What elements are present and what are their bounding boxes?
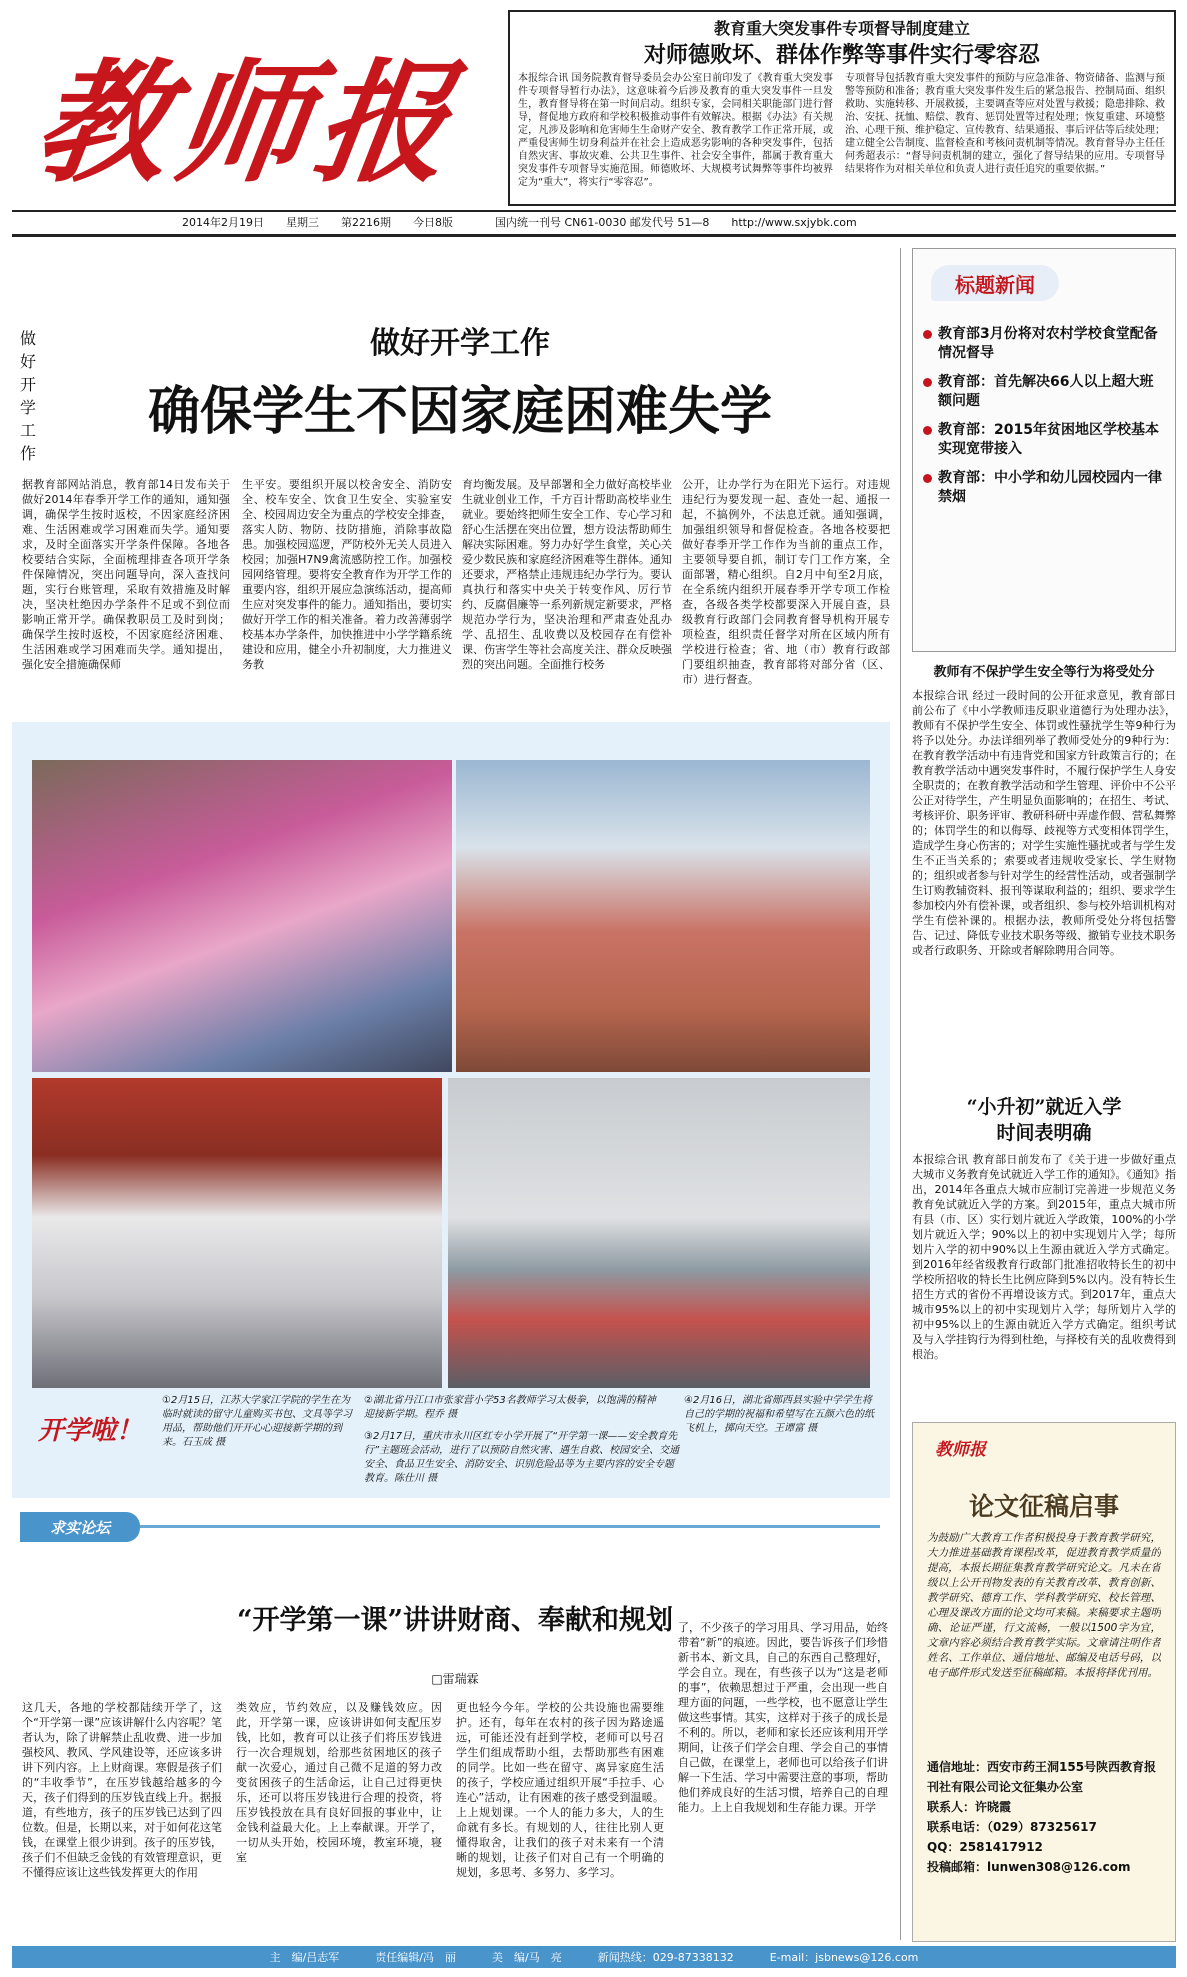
essay-ad-qq: QQ：2581417912 (927, 1840, 1043, 1854)
photo-stamp (22, 1398, 158, 1458)
top-story-col1: 本报综合讯 国务院教育督导委员会办公室日前印发了《教育重大突发事件专项督导暂行办法》，这意味着今后涉及教育的重大突发事件一旦发生，教育督导将在第一时间启动。组织专家，会同相关职能部门进行督导，督促地方政府和学校积极推动事件有效解决。根据《办法》有关规定，凡涉及影响和危害师生生命财产安全、教育教学工作正常开展，或严重侵害师生切身利益并在社会上造成恶劣影响的各种突发事件，包括自然灾害、事故灾难、公共卫生事件、社会安全事件，都属于教育重大突发事件专项督导实施范围。师德败坏、大规模考试舞弊等事件均被界定为“重大”，将实行“零容忍”。 (518, 73, 833, 188)
forum-col4: 了，不少孩子的学习用具、学习用品，始终带着“新”的痕迹。因此，要告诉孩子们珍惜新书本、新文具，自己的东西自己整理好，学会自立。现在，有些孩子以为“这是老师的事”，依赖思想过于严重，会出现一些自理方面的问题，一些学校，也不愿意让学生做这些事情。其实，这样对于孩子的成长是不利的。所以，老师和家长还应该利用开学期间，让孩子们学会自理、学会自己的事情自己做，在课堂上，老师也可以给孩子们讲解一下生活、学习中需要注意的事项，帮助他们养成良好的生活习惯，培养自己的自理能力。上上自我规划和生存能力课。开学 (678, 1621, 888, 1814)
issue-number: 第2216期 (341, 216, 391, 229)
photo-caption-2: ②湖北省丹江口市张家营小学53名教师学习太极拳，以饱满的精神迎接新学期。程乔 摄 (364, 1395, 656, 1420)
column-divider (900, 248, 901, 1940)
issue-cn: 国内统一刊号 CN61-0030 邮发代号 51—8 (495, 216, 710, 229)
headline-item[interactable] (923, 373, 1167, 411)
footer-bar (12, 1946, 1176, 1968)
photo-3 (32, 1078, 442, 1388)
footer-hotline: 新闻热线：029-87338132 (597, 1951, 734, 1964)
issue-weekday: 星期三 (286, 216, 319, 229)
footer-email[interactable]: E-mail：jsbnews@126.com (769, 1951, 919, 1964)
headline-list (923, 325, 1167, 517)
headline-text: 教育部：中小学和幼儿园校园内一律禁烟 (938, 470, 1162, 505)
lead-col1: 据教育部网站消息，教育部14日发布关于做好2014年春季开学工作的通知，通知强调，确保学生按时返校，不因家庭经济困难、生活困难或学习困难而失学。通知要求，及时全面落实开学条件保障。各地各校要结合实际，全面梳理排查各项开学条件保障情况，突出问题导向，深入查找问题，实行台账管理，采取有效措施及时解决，坚决杜绝因办学条件不足或不到位而影响正常开学。确保教职员工及时到岗；确保学生按时返校，不因家庭经济困难、生活困难或学习困难而失学。通知提出，强化安全措施确保师 (22, 478, 230, 671)
essay-ad-phone: 联系电话：（029）87325617 (927, 1820, 1097, 1834)
teacher-safety-body: 本报综合讯 经过一段时间的公开征求意见，教育部日前公布了《中小学教师违反职业道德行为处理办法》，教师有不保护学生安全、体罚或性骚扰学生等9种行为将予以处分。办法详细列举了教师受处分的9种行为：在教育教学活动中有违背党和国家方针政策言行的；在教育教学活动中遇突发事件时，不履行保护学生人身安全职责的；在教育教学活动和学生管理、评价中不公平公正对待学生，产生明显负面影响的；在招生、考试、考核评价、职务评审、教研科研中弄虚作假、营私舞弊的；体罚学生的和以侮辱、歧视等方式变相体罚学生，造成学生身心伤害的；对学生实施性骚扰或者与学生发生不正当关系的；索要或者违规收受家长、学生财物的；组织或者参与针对学生的经营性活动，或者强制学生订购教辅资料、报刊等谋取利益的；组织、要求学生参加校内外有偿补课，或者组织、参与校外培训机构对学生有偿补课的。根据办法，教师所受处分将包括警告、记过、降低专业技术职务等级、撤销专业技术职务或者行政职务、开除或者解除聘用合同等。 (912, 689, 1176, 957)
photo-2 (456, 760, 870, 1072)
photo-caption-3: ③2月17日，重庆市永川区红专小学开展了“开学第一课——安全教育先行”主题班会活动，进行了以预防自然灾害、遇生自救、校园安全、交通安全、食品卫生安全、消防安全、识别危险品等为主要内容的安全专题教育。陈仕川 摄 (364, 1431, 680, 1484)
top-story-kicker: 教育重大突发事件专项督导制度建立 (713, 19, 970, 38)
headline-item[interactable] (923, 421, 1167, 459)
forum-col2: 类效应，节约效应，以及赚钱效应。因此，开学第一课，应该讲讲如何支配压岁钱，比如，教育可以让孩子们将压岁钱进行一次合理规划，给那些贫困地区的孩子献一次爱心，通过自己微不足道的努力改变贫困孩子的生活命运，让自己过得更快乐，还可以将压岁钱进行合理的投资，将压岁钱投放在具有良好回报的事业中，让金钱利益最大化。上上奉献课。开学了，一切从头开始，校园环境，教室环境，寝室 (236, 1701, 442, 1864)
footer-responsible-editor: 责任编辑/冯 丽 (375, 1951, 457, 1964)
headline-item[interactable] (923, 469, 1167, 507)
forum-author: □雷瑞霖 (431, 1672, 479, 1686)
website-link[interactable]: http://www.sxjybk.com (731, 216, 857, 229)
essay-ad-title: 论文征稿启事 (968, 1492, 1119, 1521)
lead-kicker-text: 做好开学工作 (370, 326, 550, 361)
photo-caption-4: ④2月16日，湖北省郧西县实验中学学生将自己的学期的祝福和希望写在五颜六色的纸飞机上，掷向天空。王谭富 摄 (684, 1395, 874, 1434)
top-story (508, 10, 1176, 206)
photo-1 (32, 760, 452, 1072)
xsc-body: 本报综合讯 教育部日前发布了《关于进一步做好重点大城市义务教育免试就近入学工作的通知》。《通知》指出，2014年各重点大城市应制订完善进一步规范义务教育免试就近入学的方案。到2015年，重点大城市所有县（市、区）实行划片就近入学政策，100%的小学划片就近入学；90%以上的初中实现划片入学；每所划片入学的初中90%以上生源由就近入学方式确定。到2016年经省级教育行政部门批准招收特长生的初中学校所招收的特长生比例应降到5%以内。没有特长生招生方式的省份不再增设该方式。到2017年，重点大城市95%以上的初中实现划片入学；每所划片入学的初中95%以上的生源由就近入学方式确定。组织考试及与入学挂钩行为得到杜绝，与择校有关的乱收费得到根治。 (912, 1153, 1176, 1361)
forum-tag-text: 求实论坛 (49, 1518, 110, 1537)
top-story-col2: 专项督导包括教育重大突发事件的预防与应急准备、物资储备、监测与预警等预防和准备；教育重大突发事件发生后的紧急报告、控制局面、组织救助、实施转移、开展救援，主要调查等应对处置与救援；隐患排除、救治、安抚、抚恤、赔偿、教育、惩罚处置等过程处理；恢复重建、环境整治、心理干预、维护稳定、宣传教育、结果通报、事后评估等后续处理；建立健全公告制度、监督检查和考核问责机制等情况。教育督导办主任任何秀超表示：“督导问责机制的建立，强化了督导结果的应用。专项督导结果将作为对相关单位和负责人进行责任追究的重要依据。” (845, 73, 1165, 175)
xsc-title-line1: “小升初”就近入学 (966, 1096, 1122, 1118)
masthead-logo (18, 22, 478, 202)
photo-caption-1: ①2月15日，江苏大学家江学院的学生在为临时就读的留守儿童购买书包、文具等学习用品，帮助他们开开心心迎接新学期的到来。石玉成 摄 (162, 1395, 352, 1448)
headline-text: 教育部3月份将对农村学校食堂配备情况督导 (938, 326, 1158, 361)
top-story-title: 对师德败坏、群体作弊等事件实行零容忍 (643, 43, 1040, 68)
forum-col3: 更也轻今今年。学校的公共设施也需要维护。还有，每年在农村的孩子因为路途遥远，可能还没有赶到学校，老师可以号召学生们组成帮助小组，去帮助那些有困难的同学。比如一些在留守、离异家庭生活的孩子，学校应通过组织开展“手拉手、心连心”活动，让有困难的孩子感受到温暖。上上规划课。一个人的能力多大，人的生命就有多长。有规划的人，往往比别人更懂得取舍，让我们的孩子对未来有一个清晰的规划，让孩子们对自己有一个明确的规划，多思考、多努力、多学习。 (456, 1701, 664, 1879)
essay-ad-address: 通信地址：西安市药王洞155号陕西教育报刊社有限公司论文征集办公室 (927, 1760, 1157, 1794)
footer-editor: 主 编/吕志军 (269, 1951, 340, 1964)
essay-ad-contact (927, 1757, 1165, 1877)
essay-ad-body: 为鼓励广大教育工作者积极投身于教育教学研究，大力推进基础教育课程改革，促进教育教学质量的提高，本报长期征集教育教学研究论文。凡未在省级以上公开刊物发表的有关教育改革、教育创新、教学研究、德育工作、学科教学研究、校长管理、心理及课改方面的论文均可来稿。来稿要求主题明确、论证严谨，行文流畅，一般以1500字为宜，文章内容必须结合教育教学实际。文章请注明作者姓名、工作单位、通信地址、邮编及电话号码，以电子邮件形式发送至征稿邮箱。本报将择优刊用。 (927, 1532, 1161, 1679)
bullet-icon (923, 474, 932, 483)
bullet-icon (923, 426, 932, 435)
essay-ad (912, 1422, 1176, 1942)
masthead-info (182, 214, 1172, 232)
lead-title-text: 确保学生不因家庭困难失学 (147, 381, 772, 442)
bullet-icon (923, 330, 932, 339)
bullet-icon (923, 378, 932, 387)
forum-col1: 这几天，各地的学校都陆续开学了，这个“开学第一课”应该讲解什么内容呢？笔者认为，除了讲解禁止乱收费、进一步加强校风、教风、学风建设等，还应该多讲讲下列内容。上上财商课。寒假是孩子们的“丰收季节”，在压岁钱越给越多的今天，孩子们得到的压岁钱直线上升。据报道，有些地方，孩子的压岁钱已达到了四位数。但是，长期以来，对于如何花这笔钱，在课堂上很少讲到。孩子的压岁钱，孩子们不但缺乏金钱的有效管理意识，更不懂得应该让这些钱发挥更大的作用 (22, 1701, 222, 1879)
lead-col3: 育均衡发展。及早部署和全力做好高校毕业生就业创业工作，千方百计帮助高校毕业生就业。要始终把师生安全工作、专心学习和舒心生活摆在突出位置，想方设法帮助师生解决实际困难。努力办好学生食堂，关心关爱少数民族和家庭经济困难等生群体。通知还要求，严格禁止违规违纪办学行为。要认真执行和落实中央关于转变作风、厉行节约、反腐倡廉等一系列新规定新要求，严格规范办学行为，坚决治理和严肃查处乱办学、乱招生、乱收费以及校园存在有偿补课、伤害学生等社会高度关注、群众反映强烈的突出问题。全面推行校务 (462, 478, 672, 671)
forum-tag-rule (140, 1525, 880, 1528)
xsc-title (912, 1094, 1176, 1146)
masthead-rule (12, 210, 1176, 212)
lead-kicker-display (20, 326, 900, 362)
headline-text: 教育部：2015年贫困地区学校基本实现宽带接入 (938, 422, 1159, 457)
masthead-rule-bottom (12, 234, 1176, 237)
lead-col4: 公开，让办学行为在阳光下运行。对违规违纪行为要发现一起、查处一起、通报一起，不搞例外，不法息迁就。通知强调，加强组织领导和督促检查。各地各校要把做好春季开学工作作为当前的重点工作，主要领导要自抓，制订专门工作方案，全面部署，精心组织。自2月中旬至2月底，在全系统内组织开展春季开学专项工作检查，各级各类学校都要深入开展自查，县级教育行政部门会同教育督导机构开展专项检查，组织责任督学对所在区域内所有学校进行检查；省、地（市）教育行政部门要组织抽查，教育部将对部分省（区、市）进行督查。 (682, 478, 890, 686)
forum-title-text: “开学第一课”讲讲财商、奉献和规划 (236, 1605, 674, 1636)
essay-ad-logo: 教师报 (935, 1440, 986, 1460)
issue-pages: 今日8版 (413, 216, 453, 229)
essay-ad-email[interactable]: 投稿邮箱：lunwen308@126.com (927, 1860, 1131, 1874)
teacher-safety-title: 教师有不保护学生安全等行为将受处分 (933, 665, 1155, 680)
issue-date: 2014年2月19日 (182, 216, 264, 229)
headline-text: 教育部：首先解决66人以上超大班额问题 (938, 374, 1154, 409)
footer-art-editor: 美 编/马 亮 (492, 1951, 562, 1964)
photo-stamp-text: 开学啦！ (37, 1415, 142, 1446)
forum-tag (20, 1512, 140, 1542)
sidebar-title-badge (931, 265, 1059, 301)
lead-title (20, 382, 900, 442)
essay-ad-contact-person: 联系人：许晓霞 (927, 1800, 1012, 1814)
lead-col2: 生平安。要组织开展以校舍安全、消防安全、校车安全、饮食卫生安全、实验室安全、校园周边安全为重点的学校安全排查，落实人防、物防、技防措施，消除事故隐患。加强校园巡逻，严防校外无关人员进入校园；加强H7N9禽流感防控工作。加强校园网络管理。要将安全教育作为开学工作的重要内容，组织开展应急演练活动，提高师生应对突发事件的能力。通知指出，要切实做好开学工作的相关准备。着力改善薄弱学校基本办学条件，加快推进中小学学籍系统建设和应用，健全小升初制度，大力推进义务教 (242, 478, 452, 671)
sidebar-headlines (912, 248, 1176, 652)
xsc-title-line2: 时间表明确 (996, 1122, 1092, 1144)
logo-text: 教师报 (25, 46, 468, 201)
photo-4 (448, 1078, 870, 1388)
headline-item[interactable] (923, 325, 1167, 363)
sidebar-title: 标题新闻 (955, 272, 1035, 297)
